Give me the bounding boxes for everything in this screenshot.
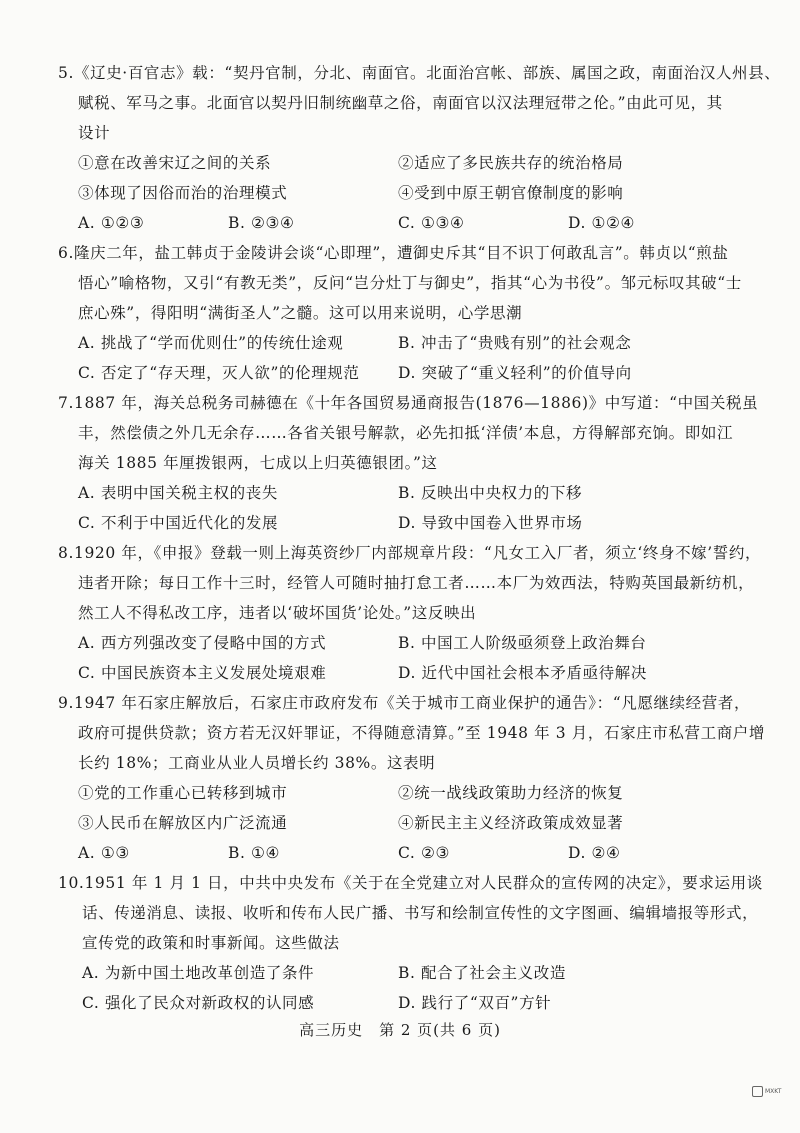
option-d[interactable]: D. ①②④ xyxy=(568,214,636,232)
question-number: 8. xyxy=(58,544,74,562)
question-text-line: 1947 年石家庄解放后，石家庄市政府发布《关于城市工商业保护的通告》：“凡愿继续经营者， xyxy=(74,694,751,712)
option-c[interactable]: C. ②③ xyxy=(398,844,450,862)
option-d[interactable]: D. 近代中国社会根本矛盾亟待解决 xyxy=(398,664,647,682)
option-c[interactable]: C. 中国民族资本主义发展处境艰难 xyxy=(78,664,327,682)
question-text-line: 赋税、军马之事。北面官以契丹旧制统幽草之俗，南面官以汉法理冠带之伦。”由此可见，其 xyxy=(78,94,723,112)
option-c[interactable]: C. 不利于中国近代化的发展 xyxy=(78,514,279,532)
question-number: 7. xyxy=(58,394,74,412)
question-text-line: 庶心殊”，得阳明“满街圣人”之髓。这可以用来说明，心学思潮 xyxy=(78,304,523,322)
question-text-line: 话、传递消息、读报、收听和传布人民广播、书写和绘制宣传性的文字图画、编辑墙报等形式， xyxy=(82,904,759,922)
statement: ①党的工作重心已转移到城市 xyxy=(78,784,288,802)
option-a[interactable]: A. ①②③ xyxy=(78,214,145,232)
option-d[interactable]: D. 突破了“重义轻利”的价值导向 xyxy=(398,364,632,382)
option-c[interactable]: C. 否定了“存天理，灭人欲”的伦理规范 xyxy=(78,364,360,382)
option-d[interactable]: D. 践行了“双百”方针 xyxy=(398,994,552,1012)
option-c[interactable]: C. ①③④ xyxy=(398,214,465,232)
statement: ③人民币在解放区内广泛流通 xyxy=(78,814,288,832)
question-text-line: 政府可提供贷款；资方若无汉奸罪证，不得随意清算。”至 1948 年 3 月，石家庄市私营工商户增 xyxy=(78,724,765,742)
logo-icon xyxy=(752,1086,763,1097)
option-d[interactable]: D. 导致中国卷入世界市场 xyxy=(398,514,583,532)
statement: ③体现了因俗而治的治理模式 xyxy=(78,184,288,202)
option-b[interactable]: B. ②③④ xyxy=(228,214,295,232)
option-d[interactable]: D. ②④ xyxy=(568,844,621,862)
question-text-line: 悟心”喻格物，又引“有教无类”，反问“岂分灶丁与御史”，指其“心为书役”。邹元标叹其破“士 xyxy=(78,274,742,292)
question-number: 6. xyxy=(58,244,74,262)
question-number: 10. xyxy=(58,874,85,892)
option-a[interactable]: A. 表明中国关税主权的丧失 xyxy=(78,484,278,502)
statement: ①意在改善宋辽之间的关系 xyxy=(78,154,272,172)
question-text-line: 设计 xyxy=(78,124,111,142)
question-text-line: 丰，然偿债之外几无余存……各省关银号解款，必先扣抵‘洋债’本息，方得解部充饷。即如江 xyxy=(78,424,734,442)
option-b[interactable]: B. 冲击了“贵贱有别”的社会观念 xyxy=(398,334,632,352)
question-text-line: 违者开除；每日工作十三时，经管人可随时抽打怠工者……本厂为效西法，特购英国最新纺机， xyxy=(78,574,755,592)
question-text-line: 海关 1885 年厘拨银两，七成以上归英德银团。”这 xyxy=(78,454,438,472)
option-a[interactable]: A. 挑战了“学而优则仕”的传统仕途观 xyxy=(78,334,344,352)
watermark-text: MXKT xyxy=(765,1087,782,1095)
watermark-logo xyxy=(752,1084,792,1098)
option-a[interactable]: A. ①③ xyxy=(78,844,130,862)
option-b[interactable]: B. 配合了社会主义改造 xyxy=(398,964,566,982)
option-b[interactable]: B. ①④ xyxy=(228,844,281,862)
question-number: 5. xyxy=(58,64,74,82)
option-a[interactable]: A. 西方列强改变了侵略中国的方式 xyxy=(78,634,327,652)
question-text-line: 1920 年，《申报》登载一则上海英资纱厂内部规章片段：“凡女工入厂者，须立‘终身不嫁’誓约， xyxy=(74,544,762,562)
question-text-line: 长约 18%；工商业从业人员增长约 38%。这表明 xyxy=(78,754,436,772)
question-number: 9. xyxy=(58,694,74,712)
question-text-line: 1887 年，海关总税务司赫德在《十年各国贸易通商报告(1876—1886)》中写道：“中国关税虽 xyxy=(74,394,759,412)
question-text-line: 1951 年 1 月 1 日，中共中央发布《关于在全党建立对人民群众的宣传网的决定》，要求运用谈 xyxy=(84,874,763,892)
statement: ②统一战线政策助力经济的恢复 xyxy=(398,784,624,802)
statement: ④新民主主义经济政策成效显著 xyxy=(398,814,624,832)
question-text-line: 宣传党的政策和时事新闻。这些做法 xyxy=(82,934,340,952)
question-text-line: 《辽史·百官志》载：“契丹官制，分北、南面官。北面治宫帐、部族、属国之政，南面治汉人州县、 xyxy=(74,64,781,82)
page-footer: 高三历史 第 2 页(共 6 页) xyxy=(299,1021,501,1039)
option-c[interactable]: C. 强化了民众对新政权的认同感 xyxy=(82,994,315,1012)
statement: ④受到中原王朝官僚制度的影响 xyxy=(398,184,624,202)
question-text-line: 然工人不得私改工序，违者以‘破坏国货’论处。”这反映出 xyxy=(78,604,477,622)
option-b[interactable]: B. 反映出中央权力的下移 xyxy=(398,484,583,502)
option-a[interactable]: A. 为新中国土地改革创造了条件 xyxy=(82,964,315,982)
statement: ②适应了多民族共存的统治格局 xyxy=(398,154,624,172)
question-text-line: 隆庆二年，盐工韩贞于金陵讲会谈“心即理”，遭御史斥其“目不识丁何敢乱言”。韩贞以“煎盐 xyxy=(74,244,729,262)
option-b[interactable]: B. 中国工人阶级亟须登上政治舞台 xyxy=(398,634,647,652)
